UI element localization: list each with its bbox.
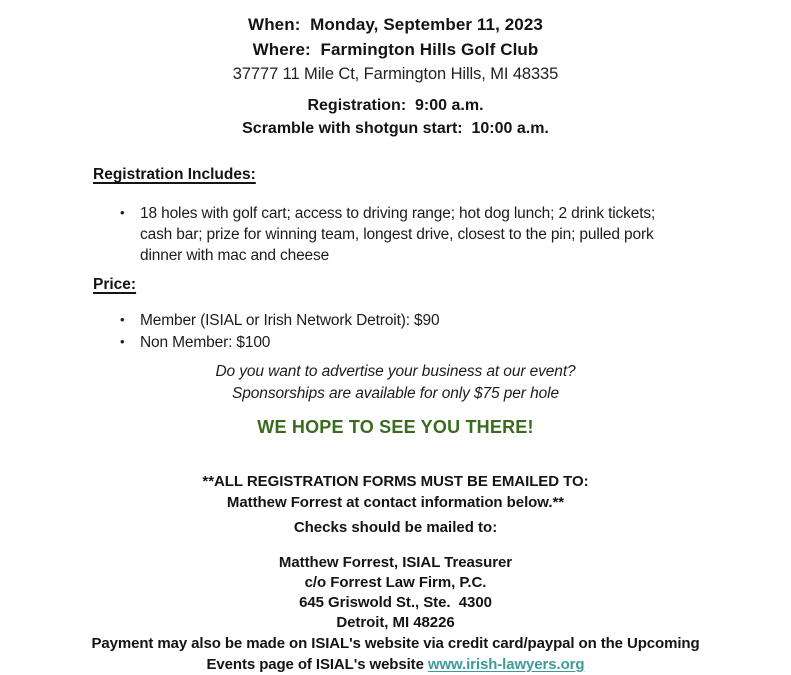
list-item: • 18 holes with golf cart; access to driving range; hot dog lunch; 2 drink tickets; cash bar; prize for winning team, longest drive, closest to the pin; pulled pork dinner with mac and cheese xyxy=(118,203,678,266)
list-item: • Member (ISIAL or Irish Network Detroit): $90 xyxy=(118,310,678,331)
email-forms-notice xyxy=(0,471,791,513)
mailing-recipient: Matthew Forrest, ISIAL Treasurer xyxy=(278,554,513,571)
when-line: When: Monday, September 11, 2023 xyxy=(248,15,543,34)
venue-address-line: 37777 11 Mile Ct, Farmington Hills, MI 48335 xyxy=(232,65,559,83)
sponsorship-block xyxy=(0,361,791,405)
notice-line-1: **ALL REGISTRATION FORMS MUST BE EMAILED TO: xyxy=(202,473,589,490)
mailing-company: c/o Forrest Law Firm, P.C. xyxy=(304,574,487,591)
registration-time-line: Registration: 9:00 a.m. xyxy=(307,97,484,114)
payment-line-2-prefix: Events page of ISIAL's website xyxy=(206,656,428,673)
payment-line-1: Payment may also be made on ISIAL's website via credit card/paypal on the Upcoming xyxy=(91,635,700,652)
payment-line-2 xyxy=(0,654,791,675)
price-heading: Price: xyxy=(93,276,137,293)
sponsorship-price: Sponsorships are available for only $75 per hole xyxy=(232,385,559,402)
event-header xyxy=(0,12,791,86)
isial-website-link[interactable]: www.irish-lawyers.org xyxy=(427,656,585,673)
sponsorship-question: Do you want to advertise your business at our event? xyxy=(215,363,576,380)
scramble-time-line: Scramble with shotgun start: 10:00 a.m. xyxy=(242,120,549,137)
event-times xyxy=(0,94,791,140)
list-item: • Non Member: $100 xyxy=(118,332,678,353)
payment-info-block xyxy=(0,633,791,675)
mailing-street: 645 Griswold St., Ste. 4300 xyxy=(299,594,492,611)
checks-mailed-label: Checks should be mailed to: xyxy=(293,519,498,536)
mailing-address-block xyxy=(0,553,791,633)
where-line: Where: Farmington Hills Golf Club xyxy=(252,40,539,59)
hope-to-see-you-text: WE HOPE TO SEE YOU THERE! xyxy=(257,417,534,437)
price-list xyxy=(118,310,678,354)
mailing-city-state-zip: Detroit, MI 48226 xyxy=(336,614,455,631)
registration-includes-list xyxy=(118,203,678,267)
notice-line-2: Matthew Forrest at contact information below.** xyxy=(226,494,565,511)
registration-includes-heading: Registration Includes: xyxy=(93,166,256,183)
